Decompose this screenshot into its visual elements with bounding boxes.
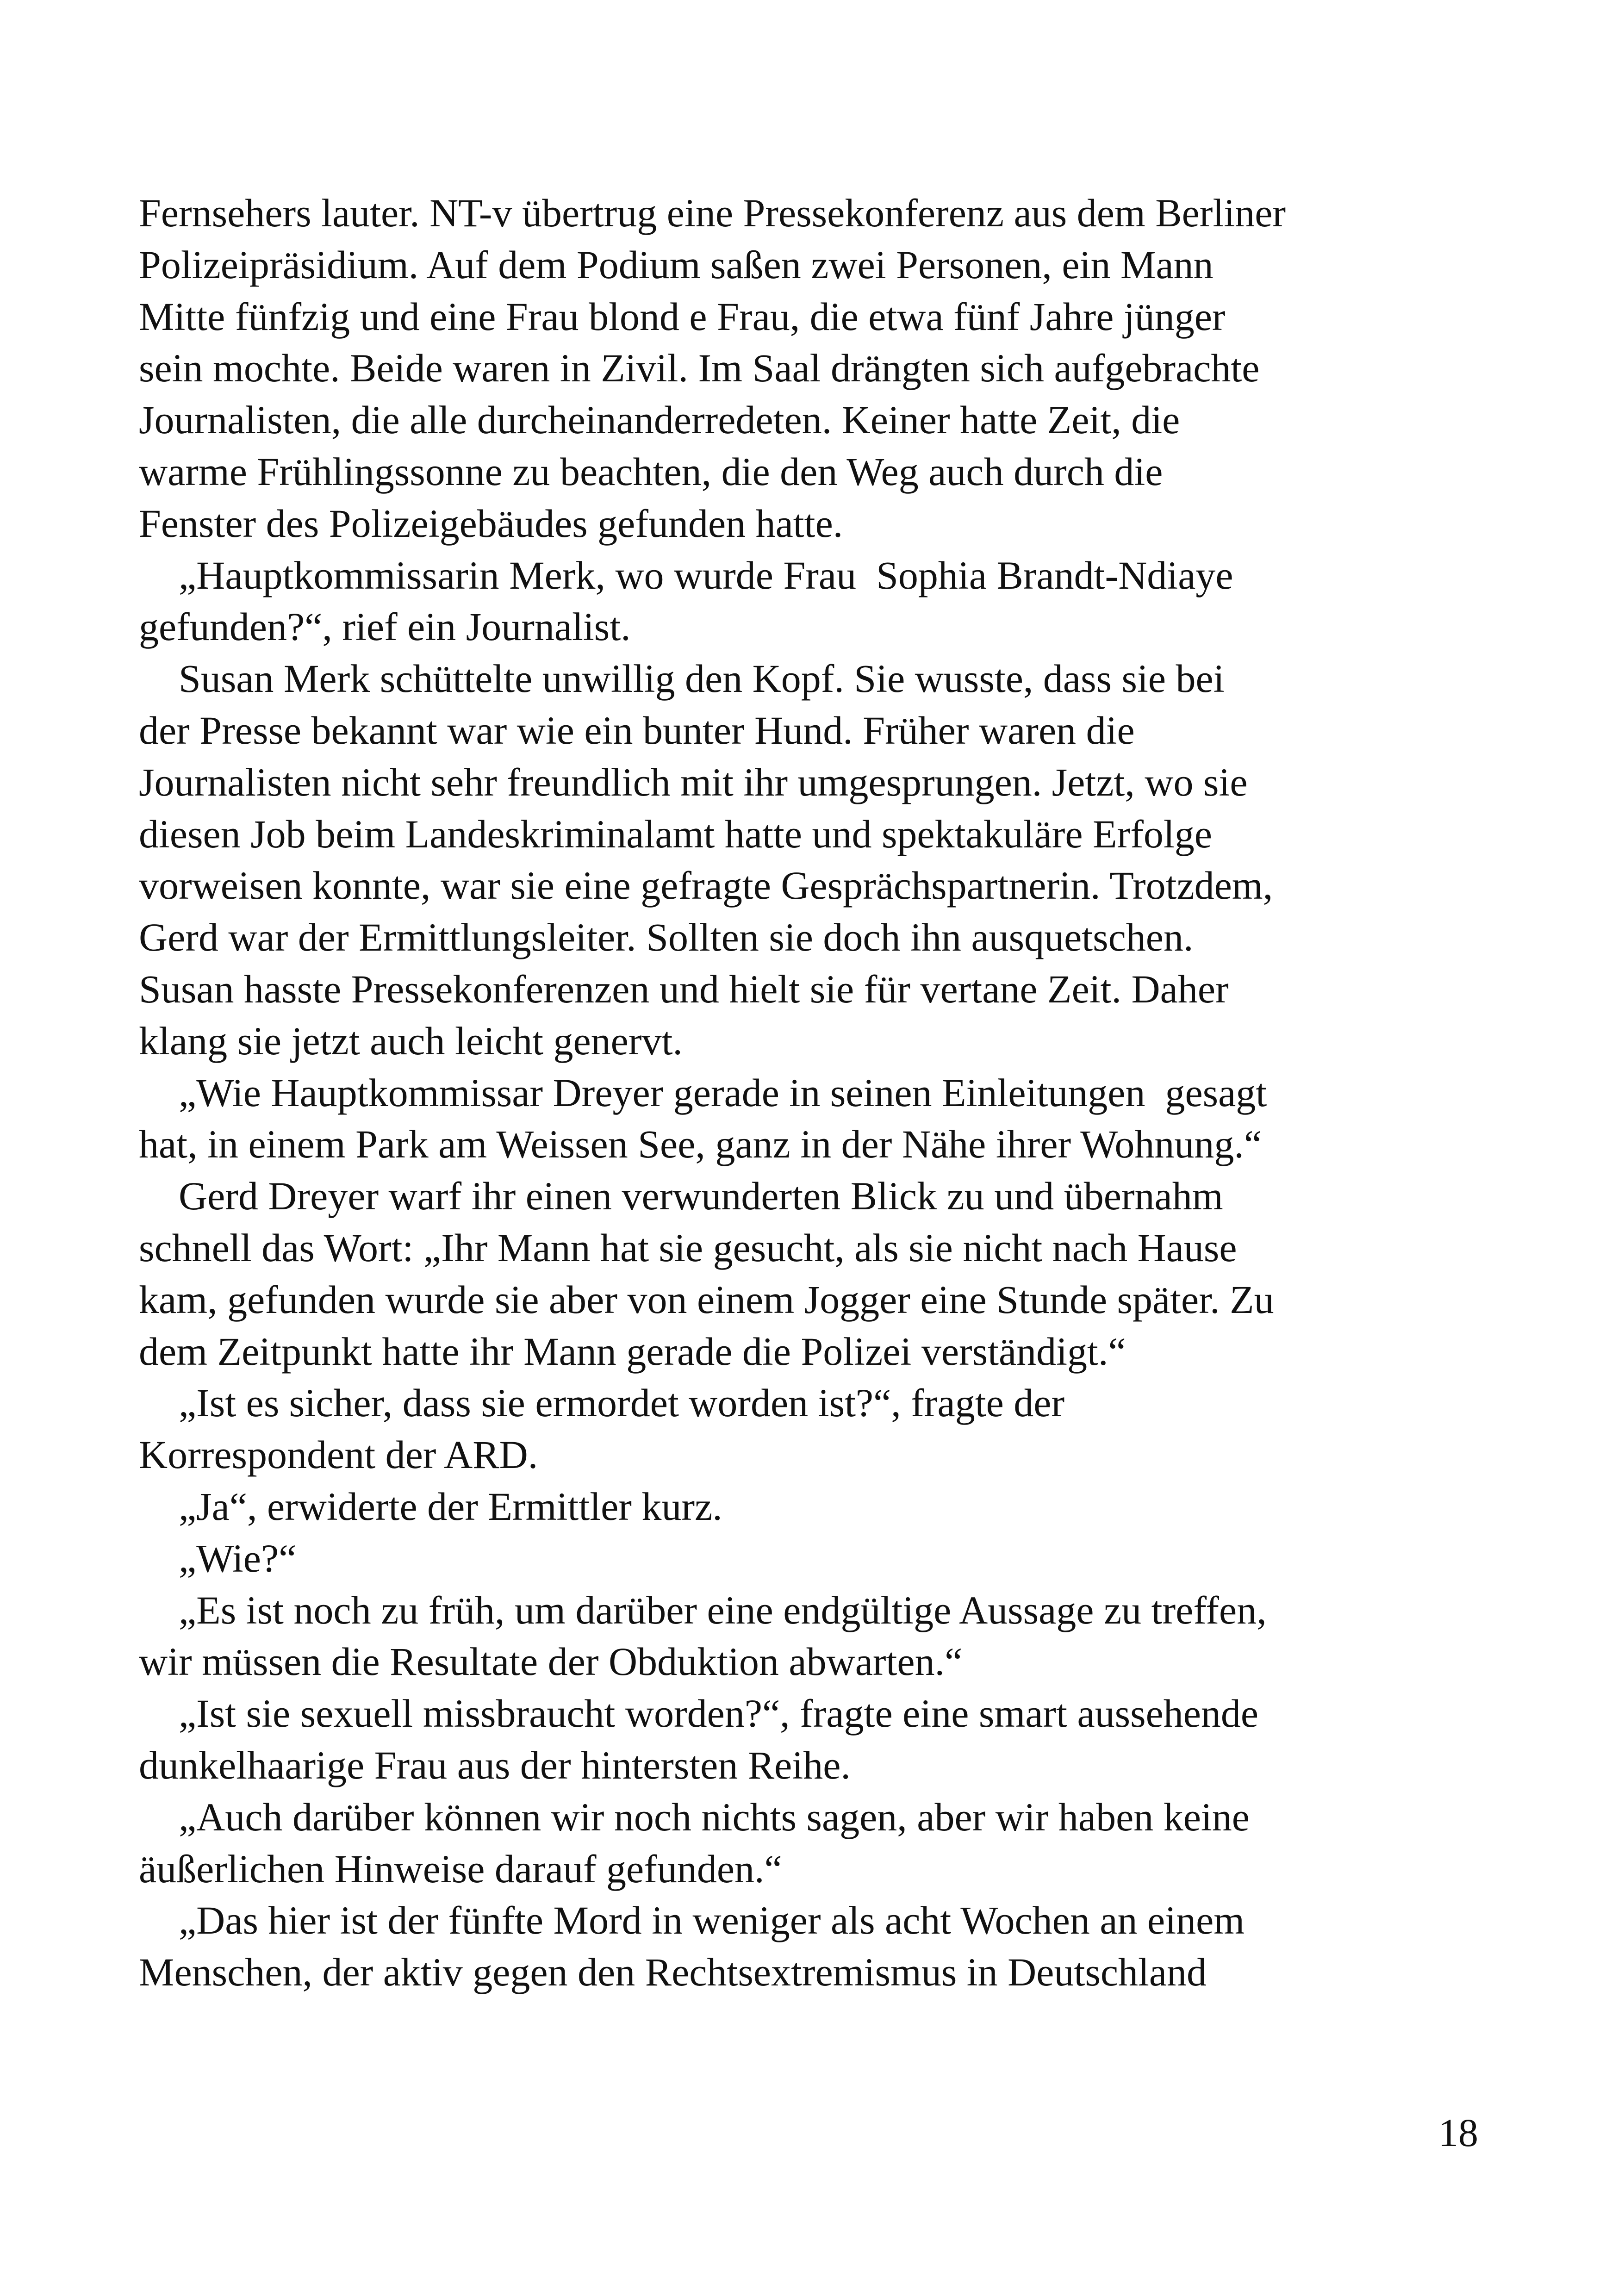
text-line: „Es ist noch zu früh, um darüber eine endgültige Aussage zu treffen, <box>139 1587 1267 1632</box>
text-line: Susan hasste Pressekonferenzen und hielt sie für vertane Zeit. Daher <box>139 966 1229 1011</box>
page-number: 18 <box>1438 2110 1478 2155</box>
text-line: hat, in einem Park am Weissen See, ganz in der Nähe ihrer Wohnung.“ <box>139 1122 1262 1167</box>
text-line: diesen Job beim Landeskriminalamt hatte und spektakuläre Erfolge <box>139 811 1212 856</box>
text-line: Mitte fünfzig und eine Frau blond e Frau, die etwa fünf Jahre jünger <box>139 294 1226 339</box>
text-line: „Ist es sicher, dass sie ermordet worden ist?“, fragte der <box>139 1381 1065 1425</box>
text-line: äußerlichen Hinweise darauf gefunden.“ <box>139 1846 782 1891</box>
text-line: Journalisten, die alle durcheinanderredeten. Keiner hatte Zeit, die <box>139 398 1180 442</box>
text-line: sein mochte. Beide waren in Zivil. Im Saal drängten sich aufgebrachte <box>139 346 1260 391</box>
text-line: Gerd war der Ermittlungsleiter. Sollten sie doch ihn ausquetschen. <box>139 915 1194 960</box>
text-line: Menschen, der aktiv gegen den Rechtsextremismus in Deutschland <box>139 1950 1207 1995</box>
text-line: wir müssen die Resultate der Obduktion abwarten.“ <box>139 1639 963 1684</box>
text-line: schnell das Wort: „Ihr Mann hat sie gesucht, als sie nicht nach Hause <box>139 1225 1237 1270</box>
text-line: der Presse bekannt war wie ein bunter Hund. Früher waren die <box>139 708 1135 753</box>
body-text <box>139 187 1495 1998</box>
text-line: „Wie Hauptkommissar Dreyer gerade in seinen Einleitungen gesagt <box>139 1070 1267 1115</box>
text-line: Korrespondent der ARD. <box>139 1432 538 1477</box>
text-line: Gerd Dreyer warf ihr einen verwunderten Blick zu und übernahm <box>139 1174 1223 1219</box>
text-line: „Das hier ist der fünfte Mord in weniger als acht Wochen an einem <box>139 1898 1245 1943</box>
text-line: vorweisen konnte, war sie eine gefragte Gesprächspartnerin. Trotzdem, <box>139 863 1273 908</box>
text-line: „Ja“, erwiderte der Ermittler kurz. <box>139 1484 722 1529</box>
text-line: Journalisten nicht sehr freundlich mit ihr umgesprungen. Jetzt, wo sie <box>139 759 1248 804</box>
text-line: Susan Merk schüttelte unwillig den Kopf. Sie wusste, dass sie bei <box>139 656 1225 701</box>
text-line: „Hauptkommissarin Merk, wo wurde Frau Sophia Brandt-Ndiaye <box>139 553 1233 597</box>
text-line: dunkelhaarige Frau aus der hintersten Reihe. <box>139 1742 851 1787</box>
text-line: Fernsehers lauter. NT-v übertrug eine Pressekonferenz aus dem Berliner <box>139 191 1286 235</box>
text-line: Polizeipräsidium. Auf dem Podium saßen zwei Personen, ein Mann <box>139 242 1214 287</box>
text-line: „Wie?“ <box>139 1536 297 1580</box>
text-line: gefunden?“, rief ein Journalist. <box>139 604 631 649</box>
text-line: Fenster des Polizeigebäudes gefunden hatte. <box>139 501 843 546</box>
text-line: kam, gefunden wurde sie aber von einem Jogger eine Stunde später. Zu <box>139 1277 1274 1322</box>
text-line: warme Frühlingssonne zu beachten, die den Weg auch durch die <box>139 449 1163 494</box>
text-line: „Auch darüber können wir noch nichts sagen, aber wir haben keine <box>139 1794 1250 1839</box>
text-line: dem Zeitpunkt hatte ihr Mann gerade die Polizei verständigt.“ <box>139 1329 1126 1374</box>
text-line: „Ist sie sexuell missbraucht worden?“, fragte eine smart aussehende <box>139 1691 1259 1736</box>
text-line: klang sie jetzt auch leicht genervt. <box>139 1018 683 1063</box>
